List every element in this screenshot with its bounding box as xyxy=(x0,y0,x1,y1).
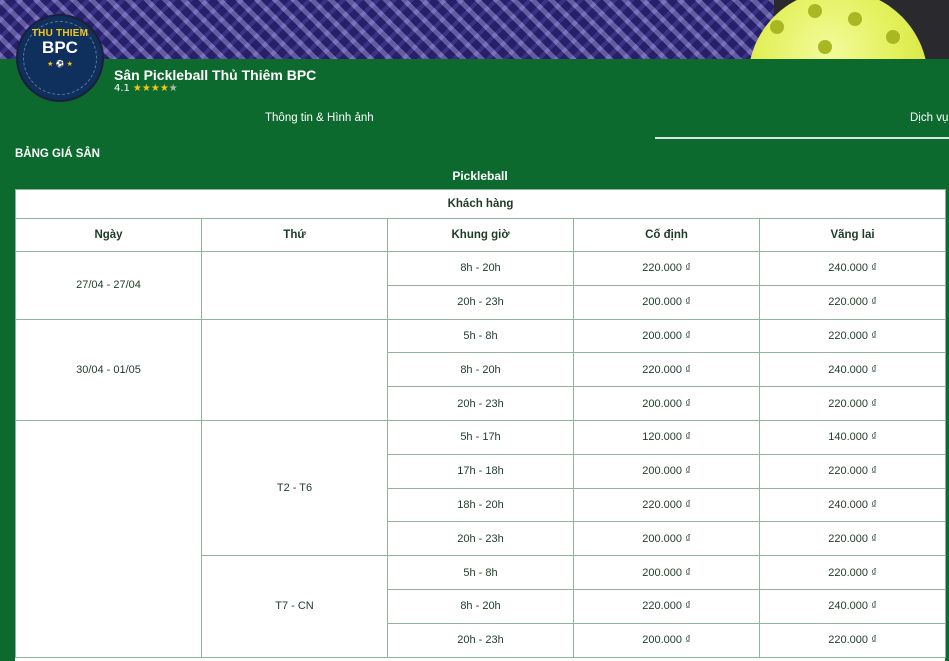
timeslot-cell: 17h - 18h xyxy=(388,454,574,488)
price-table-container xyxy=(15,189,945,661)
date-range-cell: 27/04 - 27/04 xyxy=(16,252,202,320)
weekday-cell: T2 - T6 xyxy=(202,420,388,555)
fixed-price-cell: 200.000 ₫ xyxy=(574,623,760,657)
price-table-body xyxy=(16,252,946,658)
table-row xyxy=(16,319,946,353)
date-range-cell: 30/04 - 01/05 xyxy=(16,319,202,420)
star-filled-icon: ★ xyxy=(141,83,151,94)
rating-value: 4.1 xyxy=(114,83,130,94)
logo-text-main: BPC xyxy=(42,38,78,57)
logo-emblem: ★ ⚽ ★ xyxy=(47,60,73,68)
column-header-timeslot: Khung giờ xyxy=(388,219,574,252)
timeslot-cell: 20h - 23h xyxy=(388,285,574,319)
column-header-date: Ngày xyxy=(16,219,202,252)
column-header-fixed-price: Cố định xyxy=(574,219,760,252)
venue-name: Sân Pickleball Thủ Thiêm BPC xyxy=(114,67,317,83)
column-header-walkin-price: Vãng lai xyxy=(760,219,946,252)
fixed-price-cell: 220.000 ₫ xyxy=(574,252,760,286)
timeslot-cell: 18h - 20h xyxy=(388,488,574,522)
walkin-price-cell: 240.000 ₫ xyxy=(760,488,946,522)
timeslot-cell: 8h - 20h xyxy=(388,252,574,286)
weekday-cell: T7 - CN xyxy=(202,556,388,657)
tab-bar xyxy=(0,101,949,141)
walkin-price-cell: 220.000 ₫ xyxy=(760,522,946,556)
cover-banner xyxy=(0,0,949,59)
weekday-cell xyxy=(202,252,388,320)
walkin-price-cell: 220.000 ₫ xyxy=(760,623,946,657)
fixed-price-cell: 120.000 ₫ xyxy=(574,420,760,454)
fixed-price-cell: 220.000 ₫ xyxy=(574,488,760,522)
star-filled-icon: ★ xyxy=(159,83,169,94)
star-filled-icon: ★ xyxy=(150,83,160,94)
fixed-price-cell: 200.000 ₫ xyxy=(574,285,760,319)
fixed-price-cell: 220.000 ₫ xyxy=(574,589,760,623)
table-row xyxy=(16,420,946,454)
walkin-price-cell: 220.000 ₫ xyxy=(760,387,946,421)
price-table xyxy=(15,189,946,658)
star-empty-icon: ★ xyxy=(168,83,178,94)
walkin-price-cell: 220.000 ₫ xyxy=(760,454,946,488)
fixed-price-cell: 220.000 ₫ xyxy=(574,353,760,387)
venue-rating xyxy=(114,83,178,94)
venue-logo xyxy=(16,14,104,102)
tab-services[interactable]: Dịch vụ xyxy=(910,112,949,124)
walkin-price-cell: 240.000 ₫ xyxy=(760,353,946,387)
walkin-price-cell: 140.000 ₫ xyxy=(760,420,946,454)
logo-ring xyxy=(23,21,97,95)
walkin-price-cell: 240.000 ₫ xyxy=(760,252,946,286)
active-tab-indicator xyxy=(655,137,949,139)
sport-title: Pickleball xyxy=(452,169,508,183)
fixed-price-cell: 200.000 ₫ xyxy=(574,454,760,488)
timeslot-cell: 5h - 17h xyxy=(388,420,574,454)
fixed-price-cell: 200.000 ₫ xyxy=(574,319,760,353)
timeslot-cell: 8h - 20h xyxy=(388,589,574,623)
date-range-cell xyxy=(16,420,202,657)
table-row xyxy=(16,252,946,286)
fixed-price-cell: 200.000 ₫ xyxy=(574,556,760,590)
customer-header: Khách hàng xyxy=(16,190,946,219)
logo-text-top: THU THIEM xyxy=(31,28,89,39)
tab-info-images[interactable]: Thông tin & Hình ảnh xyxy=(265,112,374,124)
weekday-cell xyxy=(202,319,388,420)
price-section-title: BẢNG GIÁ SÂN xyxy=(15,148,100,160)
walkin-price-cell: 220.000 ₫ xyxy=(760,319,946,353)
timeslot-cell: 20h - 23h xyxy=(388,387,574,421)
fixed-price-cell: 200.000 ₫ xyxy=(574,387,760,421)
column-header-weekday: Thứ xyxy=(202,219,388,252)
timeslot-cell: 20h - 23h xyxy=(388,623,574,657)
star-filled-icon: ★ xyxy=(132,83,142,94)
rating-stars xyxy=(133,83,178,94)
fixed-price-cell: 200.000 ₫ xyxy=(574,522,760,556)
timeslot-cell: 20h - 23h xyxy=(388,522,574,556)
walkin-price-cell: 220.000 ₫ xyxy=(760,556,946,590)
walkin-price-cell: 240.000 ₫ xyxy=(760,589,946,623)
timeslot-cell: 5h - 8h xyxy=(388,319,574,353)
walkin-price-cell: 220.000 ₫ xyxy=(760,285,946,319)
timeslot-cell: 8h - 20h xyxy=(388,353,574,387)
timeslot-cell: 5h - 8h xyxy=(388,556,574,590)
